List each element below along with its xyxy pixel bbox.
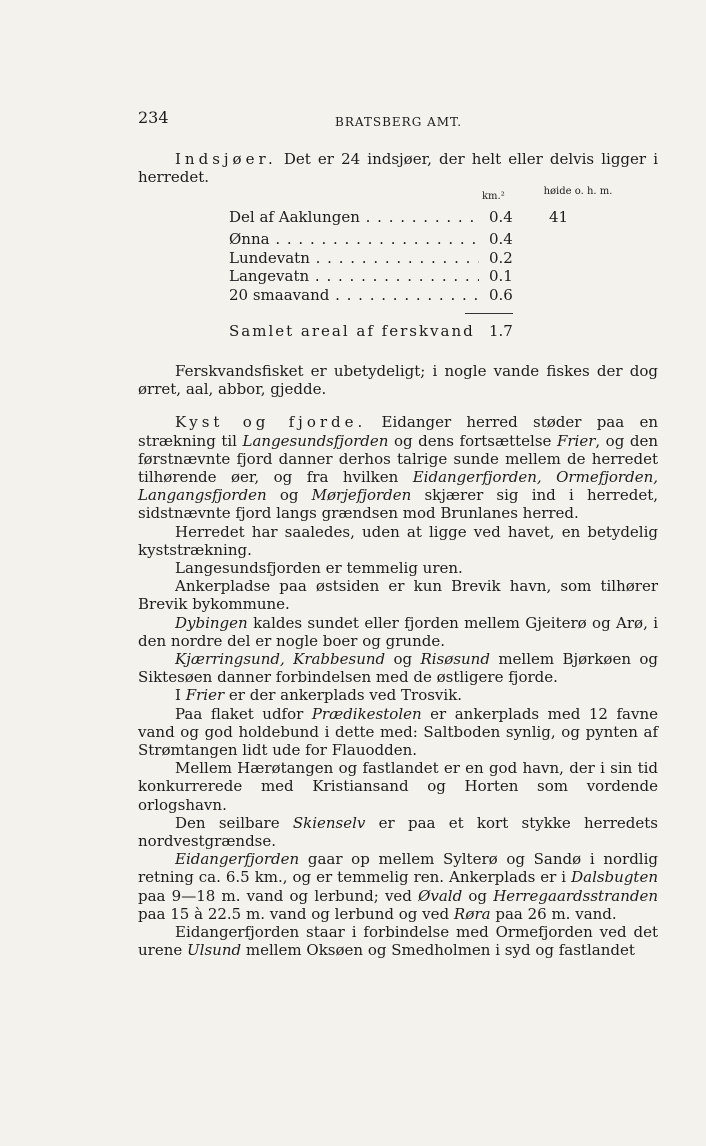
table-row (229, 208, 569, 226)
table-row (229, 230, 513, 248)
text-span: paa 26 m. vand. (490, 904, 617, 923)
ulsund-paragraph (138, 923, 658, 959)
text-span: er ankerplads med 12 favne vand og god holdebund i dette med: Saltboden synlig, og pynten af Strømtangen lidt ude for Flauodden. (138, 704, 658, 760)
running-head: BRATSBERG AMT. (335, 115, 463, 129)
place-name: Skienselv (292, 813, 366, 832)
langesund-paragraph: Langesundsfjorden er temmelig uren. (175, 559, 463, 578)
lakes-label: Indsjøer. (175, 150, 277, 168)
place-name: Langesundsfjorden (242, 431, 389, 450)
dybingen-paragraph (138, 614, 658, 650)
text-span: Eidanger herred støder paa en strækning til (138, 413, 658, 450)
frier-paragraph (138, 686, 658, 704)
lake-area: 0.1 (489, 267, 513, 285)
total-label: Samlet areal af ferskvand (229, 322, 475, 340)
place-name: Prædikestolen (311, 704, 422, 723)
text-span: Paa flaket udfor (175, 704, 312, 723)
anchorage-paragraph: Ankerpladse paa østsiden er kun Brevik havn, som tilhører Brevik bykommune. (138, 577, 658, 614)
text-span: og dens fortsættelse (388, 431, 557, 450)
text-span: er paa et kort stykke herredets nordvestgrændse. (138, 813, 658, 851)
place-name: Eidangerfjorden, Ormefjorden, Langangsfjorden (138, 468, 659, 505)
lake-name: Del af Aaklungen . . . (229, 208, 479, 226)
text-span: skjærer sig ind i herredet, sidstnævnte fjord langs grændsen mod Brunlanes herred. (138, 486, 658, 523)
place-name: Frier (185, 686, 225, 705)
coast-label: Kyst og fjorde. (175, 413, 367, 432)
place-name: Herregaardsstranden (493, 886, 658, 905)
haerotangen-paragraph: Mellem Hærøtangen og fastlandet er en god havn, der i sin tid konkurrerede med Kristiansand og Horten som vordende orlogshavn. (138, 759, 658, 814)
herredet-paragraph: Herredet har saaledes, uden at ligge ved havet, en betydelig kyststrækning. (138, 522, 658, 559)
total-row (229, 322, 513, 340)
text-span: Den seilbare (175, 813, 293, 832)
place-name: Eidangerfjorden (175, 850, 300, 869)
text-span: gaar op mellem Sylterø og Sandø i nordlig retning ca. 6.5 km., og er temmelig ren. Ankerplads er i (138, 850, 658, 887)
coast-paragraph (138, 413, 658, 522)
place-name: Dalsbugten (571, 868, 658, 887)
lake-area: 0.4 (489, 230, 513, 248)
eidangerfjorden-paragraph (138, 850, 658, 923)
place-name: Øvald (418, 886, 463, 905)
place-name: Frier (556, 431, 596, 450)
place-name: Ulsund (187, 941, 242, 960)
text-span: , og den førstnævnte fjord danner derhos talrige sunde mellem de herredet tilhørende øer, og fra hvilken (138, 431, 658, 487)
table-row (229, 286, 513, 304)
text-span: og (462, 886, 494, 905)
lakes-intro-text: Det er 24 indsjøer, der helt eller delvis ligger i herredet. (138, 150, 658, 186)
place-name: Risøsund (420, 650, 490, 669)
lake-height: 41 (549, 208, 569, 226)
flaket-paragraph (138, 705, 658, 760)
lake-name: Ønna . . . (229, 230, 479, 248)
body-text (138, 362, 658, 960)
lake-area: 0.2 (489, 249, 513, 267)
height-column-header: høide o. h. m. (543, 186, 613, 197)
text-span: I (175, 686, 186, 705)
text-span: Eidangerfjorden staar i forbindelse med Ormefjorden ved det urene (138, 923, 658, 960)
text-span: mellem Oksøen og Smedholmen i syd og fastlandet (241, 941, 635, 960)
text-span: er der ankerplads ved Trosvik. (224, 686, 463, 705)
text-span: og (385, 650, 421, 669)
table-row (229, 249, 513, 267)
lake-name: Langevatn . . . (229, 267, 479, 285)
area-column-header: km.² (482, 191, 505, 202)
lakes-intro (138, 150, 658, 186)
text-span: paa 9—18 m. vand og lerbund; ved (138, 886, 419, 905)
lake-area: 0.6 (489, 286, 513, 304)
total-area: 1.7 (489, 322, 513, 340)
text-span: mellem Bjørkøen og Siktesøen danner forbindelsen med de østligere fjorde. (138, 650, 658, 687)
text-span: og (266, 486, 312, 505)
place-name: Røra (453, 904, 491, 923)
kjaerringsund-paragraph (138, 650, 658, 686)
text-span: paa 15 à 22.5 m. vand og lerbund og ved (138, 904, 454, 923)
lake-area: 0.4 (489, 208, 513, 226)
lake-name: Lundevatn . . . (229, 249, 479, 267)
place-name: Kjærringsund, Krabbesund (175, 650, 386, 669)
skienselv-paragraph (138, 814, 658, 850)
place-name: Mørjefjorden (311, 486, 412, 505)
fishing-paragraph: Ferskvandsfisket er ubetydeligt; i nogle vande fiskes der dog ørret, aal, abbor, gjedde. (138, 362, 658, 399)
total-rule (465, 313, 513, 314)
table-row (229, 267, 513, 285)
place-name: Dybingen (175, 613, 248, 632)
lake-name: 20 smaavand . . . (229, 286, 479, 304)
page-number: 234 (138, 108, 169, 127)
text-span: kaldes sundet eller fjorden mellem Gjeiterø og Arø, i den nordre del er nogle boer og grunde. (138, 613, 658, 650)
